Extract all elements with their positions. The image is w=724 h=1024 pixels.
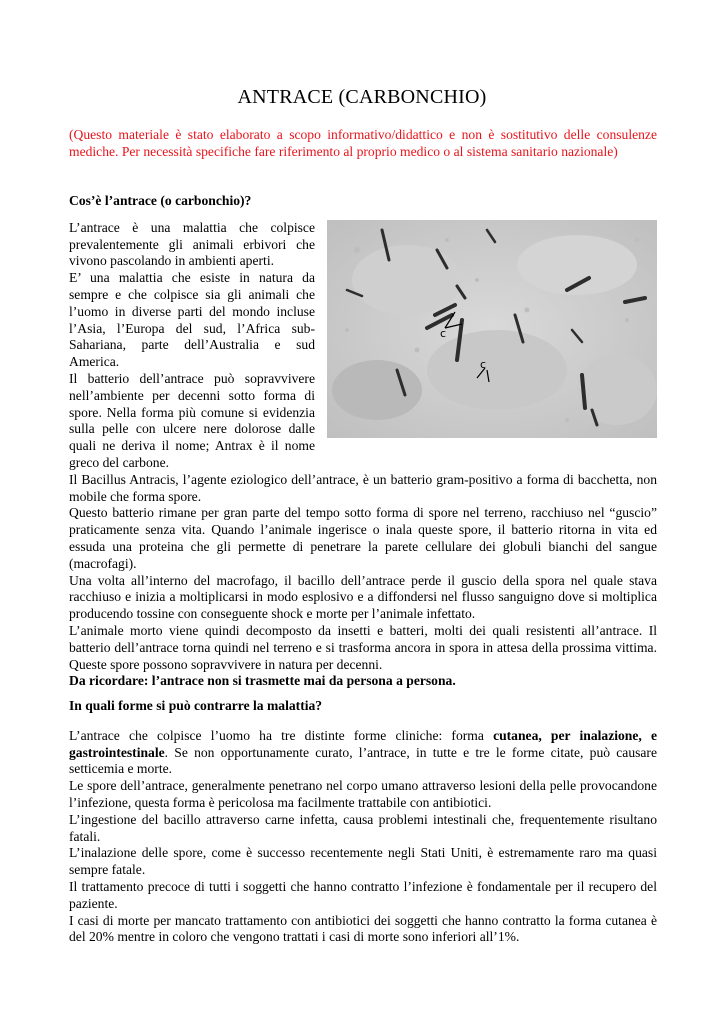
disclaimer-note: (Questo materiale è stato elaborato a scopo informativo/didattico e non è sostitutivo delle consulenze mediche. Per necessità specifiche fare riferimento al proprio medico o al sistema sanitario nazionale): [69, 127, 657, 159]
bacillus-micrograph: [327, 220, 657, 438]
section-heading: In quali forme si può contrarre la malattia?: [69, 698, 323, 713]
clinical-forms: cutanea, per inalazione, e gastrointestinale: [69, 727, 657, 760]
paragraph: [69, 728, 657, 778]
section-heading: Cos’è l’antrace (o carbonchio)?: [69, 193, 252, 208]
paragraph: Il Bacillus Antracis, l’agente eziologico dell’antrace, è un batterio gram-positivo a forma di bacchetta, non mobile che forma spore.: [69, 471, 657, 504]
paragraph: Il trattamento precoce di tutti i soggetti che hanno contratto l’infezione è fondamentale per il recupero del paziente.: [69, 878, 657, 911]
paragraph: L’inalazione delle spore, come è successo recentemente negli Stati Uniti, è estremamente raro ma quasi sempre fatale.: [69, 845, 657, 878]
paragraph: Le spore dell’antrace, generalmente penetrano nel corpo umano attraverso lesioni della pelle provocandone l’infezione, questa forma è pericolosa ma facilmente trattabile con antibiotici.: [69, 778, 657, 810]
paragraph: Il batterio dell’antrace può sopravvivere nell’ambiente per decenni sotto forma di spore. Nella forma più comune si evidenzia sulla pelle con ulcere nere dolorose dalle quali ne deriva il nome; Antrax è il nome greco del carbone.: [69, 370, 315, 470]
section-forms: [69, 698, 657, 946]
paragraph: Questo batterio rimane per gran parte del tempo sotto forma di spore nel terreno, racchiuso nel “guscio” praticamente senza vita. Quando l’animale ingerisce o inala queste spore, il batterio ritorna in vita ed essuda una proteina che gli permette di penetrare la parete cellulare dei globuli bianchi del sangue (macrofagi).: [69, 505, 657, 571]
section-what-is: [69, 193, 657, 690]
paragraph: I casi di morte per mancato trattamento con antibiotici dei soggetti che hanno contratto la forma cutanea è del 20% mentre in coloro che vengono trattati i casi di morte sono inferiori all’1%.: [69, 912, 657, 945]
micrograph-image: [327, 220, 657, 438]
intro-text: . Se non opportunamente curato, l’antrace, in tutte e tre le forme citate, può causare setticemia e morte.: [69, 744, 657, 777]
paragraph: L’animale morto viene quindi decomposto da insetti e batteri, molti dei quali resistenti all’antrace. Il batterio dell’antrace torna quindi nel terreno e si trasforma ancora in spora in attesa della prossima vittima. Queste spore possono sopravvivere in natura per decenni.: [69, 622, 657, 672]
paragraph: Una volta all’interno del macrofago, il bacillo dell’antrace perde il guscio della spora nel quale stava racchiuso e inizia a moltiplicarsi in modo esplosivo e a diffondersi nel flusso sanguigno dove si moltiplica producendo tossine con conseguente shock e morte per l’animale infettato.: [69, 572, 657, 622]
figure-label-c: c: [480, 357, 487, 371]
important-note: Da ricordare: l’antrace non si trasmette mai da persona a persona.: [69, 673, 456, 689]
figure-label-c: c: [440, 326, 447, 340]
paragraph: L’ingestione del bacillo attraverso carne infetta, causa problemi intestinali che, frequentemente risultano fatali.: [69, 811, 657, 844]
page-title: ANTRACE (CARBONCHIO): [237, 86, 487, 108]
paragraph: E’ una malattia che esiste in natura da sempre e che colpisce sia gli animali che l’uomo in diverse parti del mondo incluse l’Asia, l’Europa del sud, l’Africa sub-Sahariana, parte dell’Australia e sud America.: [69, 270, 315, 370]
intro-text: L’antrace che colpisce l’uomo ha tre distinte forme cliniche: forma: [69, 727, 494, 743]
paragraph: L’antrace è una malattia che colpisce prevalentemente gli animali erbivori che vivono pascolando in ambienti aperti.: [69, 219, 315, 269]
